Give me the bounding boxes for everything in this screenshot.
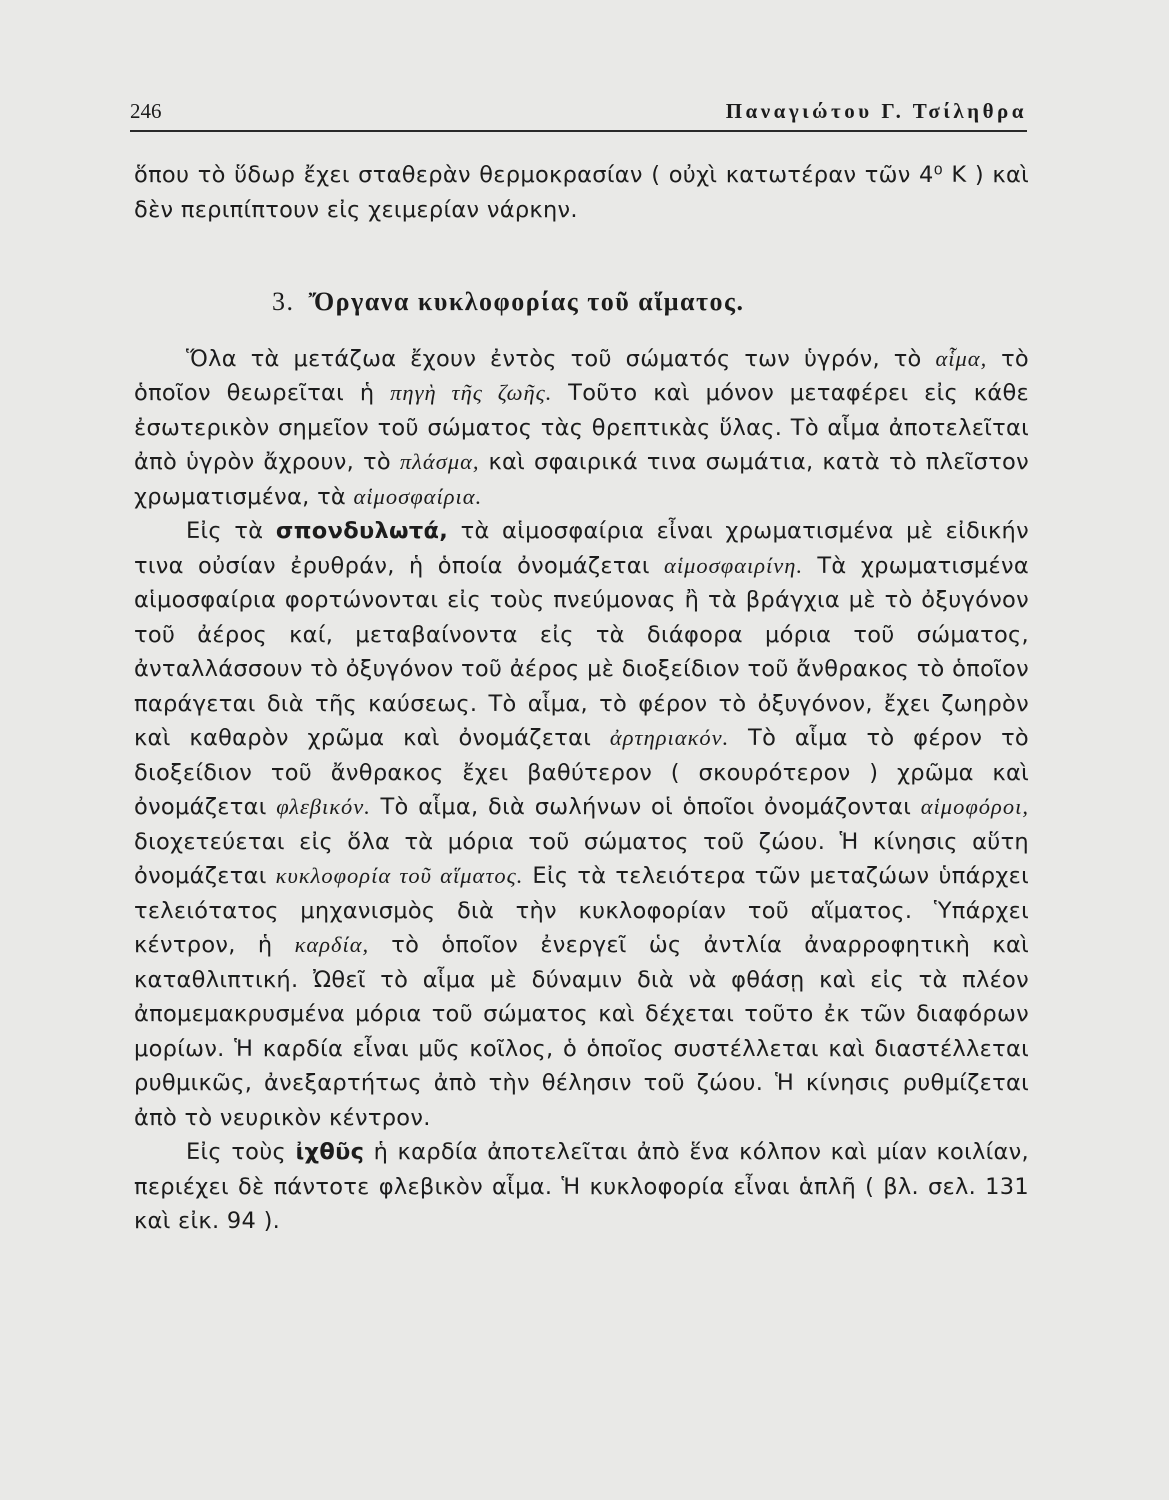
italic-term: αἱμοσφαιρίνη. bbox=[664, 552, 804, 578]
text-run: ἡ καρδία ἀποτελεῖται ἀπὸ ἕνα κόλπον καὶ μίαν κοιλίαν, περιέχει δὲ πάντοτε φλεβικὸν αἷμα. Ἡ κυκλοφορία εἶναι ἁπλῆ ( βλ. σελ. 131 καὶ εἰκ. 94 ). bbox=[134, 1139, 1029, 1234]
text-run: τὰ αἱμοσφαίρια εἶναι χρωματισμένα μὲ εἰδικήν τινα οὐσίαν ἐρυθράν, ἡ ὁποία ὀνομάζεται bbox=[134, 518, 1029, 579]
text-run: Εἰς τοὺς bbox=[186, 1139, 296, 1165]
section-heading bbox=[134, 285, 1029, 320]
text-run: Εἰς τὰ τελειότερα τῶν μεταζώων ὑπάρχει τελειότατος μηχανισμὸς διὰ τὴν κυκλοφορίαν τοῦ αἵματος. Ὑπάρχει κέντρον, ἡ bbox=[134, 863, 1029, 958]
section-title: Ὄργανα κυκλοφορίας τοῦ αἵματος. bbox=[308, 287, 745, 316]
italic-term: πλάσμα, bbox=[399, 449, 480, 474]
paragraph-continuation: ὅπου τὸ ὕδωρ ἔχει σταθερὰν θερμοκρασίαν ( οὐχὶ κατωτέραν τῶν 4⁰ Κ ) καὶ δὲν περιπίπτουν εἰς χειμερίαν νάρκην. bbox=[134, 162, 1029, 223]
bold-term: σπονδυλωτά, bbox=[275, 518, 449, 544]
paragraph-blood bbox=[134, 342, 1029, 515]
italic-term: κυκλοφορία τοῦ αἵματος. bbox=[275, 863, 524, 888]
italic-term: πηγὴ τῆς ζωῆς. bbox=[390, 380, 553, 405]
text-run: καὶ σφαιρικά τινα σωμάτια, κατὰ τὸ πλεῖστον χρωματισμένα, τὰ bbox=[134, 449, 1029, 510]
paragraph-fish bbox=[134, 1135, 1029, 1239]
text-run: Τὸ αἷμα τὸ φέρον τὸ διοξείδιον τοῦ ἄνθρακος ἔχει βαθύτερον ( σκουρότερον ) χρῶμα καὶ ὀνομάζεται bbox=[134, 725, 1029, 820]
paragraph-vertebrates bbox=[134, 514, 1029, 1135]
italic-term: αἱμοσφαίρια. bbox=[353, 483, 483, 509]
text-run: τὸ ὁποῖον θεωρεῖται ἡ bbox=[134, 345, 1029, 406]
italic-term: αἱμοφόροι, bbox=[920, 794, 1029, 819]
page-number: 246 bbox=[130, 99, 162, 123]
text-run: Εἰς τὰ bbox=[186, 518, 276, 544]
text-run: τὸ ὁποῖον ἐνεργεῖ ὡς ἀντλία ἀναρροφητικὴ καὶ καταθλιπτική. Ὠθεῖ τὸ αἷμα μὲ δύναμιν διὰ νὰ φθάσῃ καὶ εἰς τὰ πλέον ἀπομεμακρυσμένα μόρια τοῦ σώματος καὶ δέχεται τοῦτο ἐκ τῶν διαφόρων μορίων. Ἡ καρδία εἶναι μῦς κοῖλος, ὁ ὁποῖος συστέλλεται καὶ διαστέλλεται ρυθμικῶς, ἀνεξαρτήτως ἀπὸ τὴν θέλησιν τοῦ ζώου. Ἡ κίνησις ρυθμίζεται ἀπὸ τὸ νευρικὸν κέντρον. bbox=[134, 932, 1029, 1131]
italic-term: αἷμα, bbox=[935, 345, 988, 371]
text-run: Τὸ αἷμα, διὰ σωλήνων οἱ ὁποῖοι ὀνομάζονται bbox=[370, 794, 921, 820]
page-header bbox=[130, 90, 1027, 132]
text-run: Τοῦτο καὶ μόνον μεταφέρει εἰς κάθε ἐσωτερικὸν σημεῖον τοῦ σώματος τὰς θρεπτικὰς ὕλας. Τὸ αἷμα ἀποτελεῖται ἀπὸ ὑγρὸν ἄχρουν, τὸ bbox=[134, 380, 1029, 475]
running-head: Παναγιώτου Γ. Τσίληθρα bbox=[725, 99, 1027, 123]
italic-term: φλεβικόν. bbox=[276, 794, 371, 819]
text-run: Τὰ χρωματισμένα αἱμοσφαίρια φορτώνονται εἰς τοὺς πνεύμονας ἢ τὰ βράγχια μὲ τὸ ὀξυγόνον τοῦ ἀέρος καί, μεταβαίνοντα εἰς τὰ διάφορα μόρια τοῦ σώματος, ἀνταλλάσσουν τὸ ὀξυγόνον τοῦ ἀέρος μὲ διοξείδιον τοῦ ἄνθρακος τὸ ὁποῖον παράγεται διὰ τῆς καύσεως. Τὸ αἷμα, τὸ φέρον τὸ ὀξυγόνον, ἔχει ζωηρὸν καὶ καθαρὸν χρῶμα καὶ ὀνομάζεται bbox=[134, 552, 1029, 751]
text-run: Ὅλα τὰ μετάζωα ἔχουν ἐντὸς τοῦ σώματός των ὑγρόν, τὸ bbox=[186, 345, 936, 372]
italic-term: καρδία, bbox=[294, 932, 370, 957]
bold-term: ἰχθῦς bbox=[295, 1139, 365, 1165]
page-body bbox=[134, 158, 1029, 1239]
italic-term: ἀρτηριακόν. bbox=[609, 725, 730, 750]
section-number: 3. bbox=[272, 287, 295, 316]
text-run: διοχετεύεται εἰς ὅλα τὰ μόρια τοῦ σώματος τοῦ ζώου. Ἡ κίνησις αὕτη ὀνομάζεται bbox=[134, 828, 1029, 889]
